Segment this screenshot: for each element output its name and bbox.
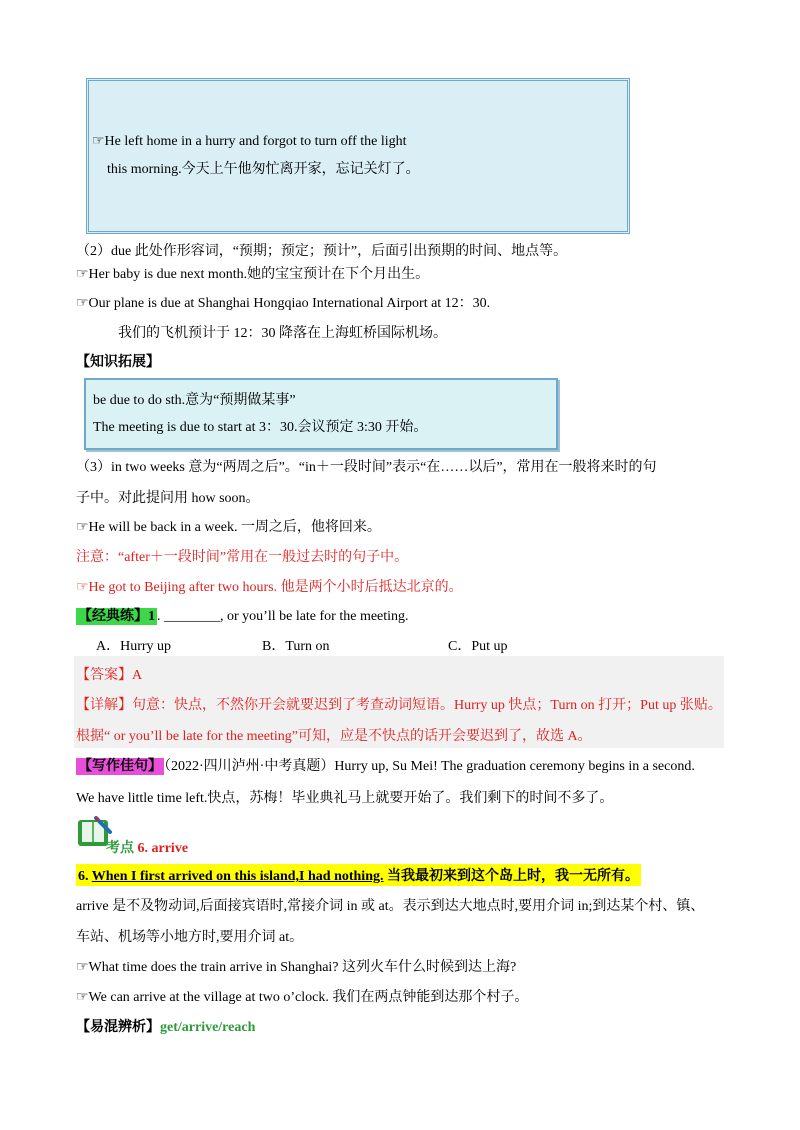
option-a: A．Hurry up bbox=[96, 639, 172, 654]
box1-line1: ☞He left home in a hurry and forgot to turn off the light bbox=[92, 134, 407, 149]
note-after: 注意：“after＋一段时间”常用在一般过去时的句子中。 bbox=[76, 550, 409, 565]
example-beijing: ☞He got to Beijing after two hours. 他是两个小时后抵达北京的。 bbox=[76, 580, 463, 595]
knowledge-extension-label: 【知识拓展】 bbox=[76, 355, 160, 370]
key-sentence-en: When I first arrived on this island,I had nothing. bbox=[91, 869, 384, 884]
answer-explanation-line2: 根据“ or you’ll be late for the meeting”可知，应是不快点的话开会要迟到了，故选 A。 bbox=[76, 729, 592, 744]
kaodian-label: 考点 bbox=[106, 841, 134, 856]
option-b: B．Turn on bbox=[262, 639, 330, 654]
kaodian-title: 6. arrive bbox=[134, 841, 189, 856]
example-plane: ☞Our plane is due at Shanghai Hongqiao International Airport at 12：30. bbox=[76, 296, 491, 311]
confusable-label: 【易混辨析】 bbox=[76, 1020, 160, 1035]
example-village: ☞We can arrive at the village at two o’clock. 我们在两点钟能到达那个村子。 bbox=[76, 990, 529, 1005]
exercise-text: . ________, or you’ll be late for the meeting. bbox=[157, 609, 409, 624]
key-sentence-6 bbox=[76, 864, 641, 886]
answer-explanation-line1: 【详解】句意：快点，不然你开会就要迟到了考查动词短语。Hurry up 快点；Turn on 打开；Put up 张贴。 bbox=[76, 698, 722, 713]
kaodian-heading bbox=[106, 837, 188, 857]
in-two-weeks-line2: 子中。对此提问用 how soon。 bbox=[76, 491, 260, 506]
example-train: ☞What time does the train arrive in Shanghai? 这列火车什么时候到达上海? bbox=[76, 960, 517, 975]
confusable-words: get/arrive/reach bbox=[160, 1020, 256, 1035]
confusable-heading bbox=[76, 1016, 255, 1036]
due-adjective-paragraph: （2）due 此处作形容词，“预期；预定；预计”，后面引出预期的时间、地点等。 bbox=[76, 244, 568, 259]
box2-line2: The meeting is due to start at 3：30.会议预定 3:30 开始。 bbox=[93, 420, 428, 435]
example-plane-translation: 我们的飞机预计于 12：30 降落在上海虹桥国际机场。 bbox=[118, 326, 447, 341]
exercise-question bbox=[76, 605, 409, 625]
option-c: C．Put up bbox=[448, 639, 508, 654]
example-box-hurry bbox=[86, 78, 630, 234]
exercise-tag: 【经典练】1 bbox=[78, 609, 155, 624]
arrive-paragraph-line2: 车站、机场等小地方时,要用介词 at。 bbox=[76, 930, 304, 945]
key-sentence-cn: 当我最初来到这个岛上时，我一无所有。 bbox=[383, 869, 639, 884]
key-sentence-number: 6. bbox=[78, 869, 92, 884]
arrive-paragraph-line1: arrive 是不及物动词,后面接宾语时,常接介词 in 或 at。表示到达大地点时,要用介词 in;到达某个村、镇、 bbox=[76, 899, 705, 914]
in-two-weeks-line1: （3）in two weeks 意为“两周之后”。“in＋一段时间”表示“在……以后”，常用在一般将来时的句 bbox=[76, 460, 657, 475]
example-baby: ☞Her baby is due next month.她的宝宝预计在下个月出生。 bbox=[76, 267, 430, 282]
writing-line1 bbox=[76, 755, 695, 775]
box1-line2: this morning.今天上午他匆忙离开家，忘记关灯了。 bbox=[107, 162, 420, 177]
answer-line: 【答案】A bbox=[76, 668, 143, 683]
writing-tag: 【写作佳句】 bbox=[78, 759, 162, 774]
example-week: ☞He will be back in a week. 一周之后，他将回来。 bbox=[76, 520, 381, 535]
writing-text: （2022·四川泸州·中考真题）Hurry up, Su Mei! The graduation ceremony begins in a second. bbox=[164, 759, 695, 774]
box2-line1: be due to do sth.意为“预期做某事” bbox=[93, 393, 296, 408]
writing-line2: We have little time left.快点，苏梅！毕业典礼马上就要开始了。我们剩下的时间不多了。 bbox=[76, 791, 614, 806]
